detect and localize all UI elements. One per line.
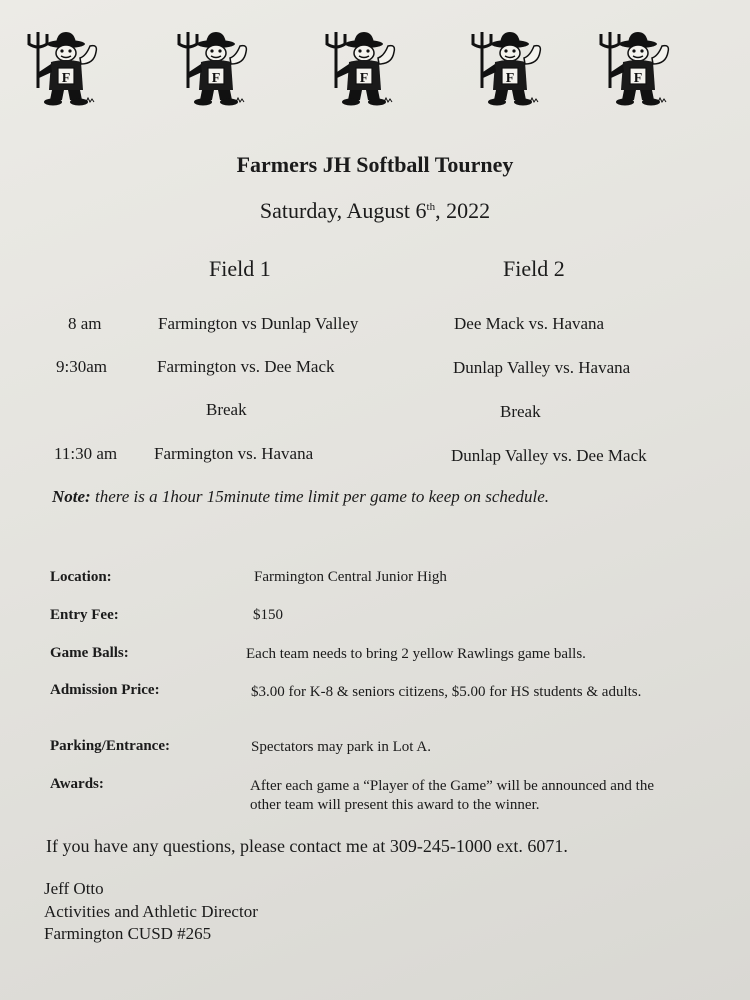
farmer-mascot-icon bbox=[596, 28, 674, 108]
schedule-field2-game: Dee Mack vs. Havana bbox=[454, 314, 605, 333]
detail-value-location: Farmington Central Junior High bbox=[254, 569, 447, 585]
event-date bbox=[0, 198, 750, 224]
schedule-time: 11:30 am bbox=[54, 444, 118, 463]
svg-text:F: F bbox=[505, 71, 515, 86]
field-1-heading: Field 1 bbox=[209, 256, 271, 281]
detail-label-entry-fee: Entry Fee: bbox=[50, 607, 119, 623]
farmer-mascot-icon bbox=[174, 28, 252, 108]
detail-value-entry-fee: $150 bbox=[253, 607, 283, 623]
farmer-mascot-icon bbox=[24, 28, 102, 108]
detail-label-parking: Parking/Entrance: bbox=[50, 738, 170, 754]
contact-line: If you have any questions, please contact me at 309-245-1000 ext. 6071. bbox=[46, 836, 568, 856]
svg-text:F: F bbox=[61, 71, 71, 86]
field-2-heading: Field 2 bbox=[503, 256, 565, 281]
time-limit-note bbox=[52, 487, 549, 507]
detail-label-admission: Admission Price: bbox=[50, 682, 160, 698]
date-main: Saturday, August 6 bbox=[259, 198, 427, 223]
signature-name: Jeff Otto bbox=[44, 879, 104, 898]
svg-text:F: F bbox=[359, 71, 369, 86]
detail-label-awards: Awards: bbox=[50, 776, 104, 792]
detail-value-awards: After each game a “Player of the Game” will be announced and the other team will present this award to the winner. bbox=[250, 778, 654, 813]
schedule-field1-break: Break bbox=[206, 400, 247, 419]
detail-label-location: Location: bbox=[50, 569, 112, 585]
note-label: Note: bbox=[52, 487, 91, 506]
svg-text:F: F bbox=[211, 71, 221, 86]
schedule-time: 9:30am bbox=[56, 357, 107, 376]
schedule-field2-break: Break bbox=[500, 402, 541, 421]
note-text: there is a 1hour 15minute time limit per game to keep on schedule. bbox=[90, 487, 549, 506]
schedule-field2-game: Dunlap Valley vs. Dee Mack bbox=[451, 446, 647, 465]
signature-role: Activities and Athletic Director bbox=[44, 902, 258, 921]
schedule-field1-game: Farmington vs Dunlap Valley bbox=[158, 314, 359, 333]
date-suffix: th bbox=[426, 201, 436, 213]
farmer-mascot-icon bbox=[322, 28, 400, 108]
schedule-time: 8 am bbox=[68, 314, 102, 333]
schedule-field1-game: Farmington vs. Havana bbox=[154, 444, 314, 463]
page-title: Farmers JH Softball Tourney bbox=[236, 152, 514, 177]
date-year: , 2022 bbox=[435, 198, 491, 223]
schedule-field1-game: Farmington vs. Dee Mack bbox=[157, 357, 335, 376]
svg-text:F: F bbox=[633, 71, 643, 86]
farmer-mascot-icon bbox=[468, 28, 546, 108]
schedule-field2-game: Dunlap Valley vs. Havana bbox=[453, 358, 631, 377]
signature-org: Farmington CUSD #265 bbox=[44, 924, 212, 943]
detail-label-game-balls: Game Balls: bbox=[50, 645, 129, 661]
detail-value-admission: $3.00 for K-8 & seniors citizens, $5.00 for HS students & adults. bbox=[251, 684, 642, 700]
detail-value-game-balls: Each team needs to bring 2 yellow Rawlings game balls. bbox=[246, 646, 586, 662]
detail-value-parking: Spectators may park in Lot A. bbox=[251, 739, 431, 755]
